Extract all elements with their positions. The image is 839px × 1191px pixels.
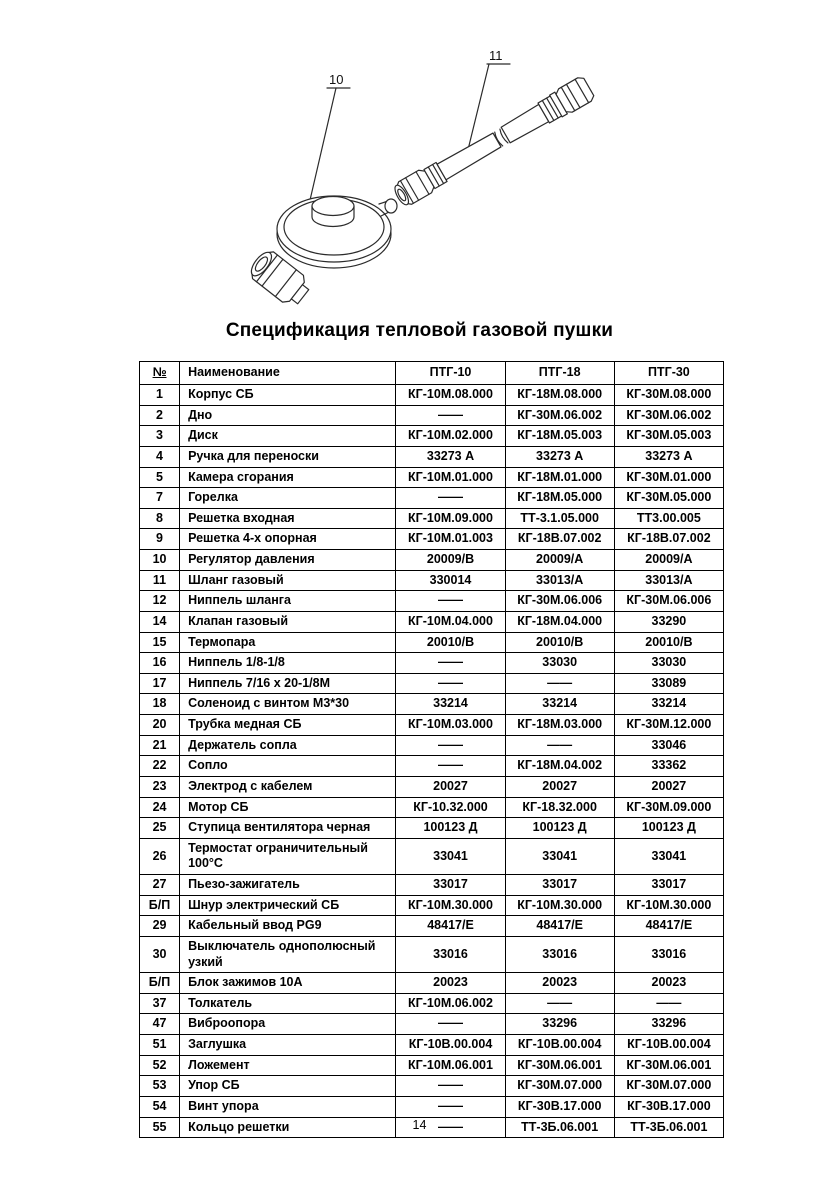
page-number: 14 bbox=[412, 1118, 427, 1132]
table-row bbox=[140, 916, 724, 937]
page-title: Спецификация тепловой газовой пушки bbox=[225, 320, 614, 341]
ptg10-cell: —— bbox=[396, 1014, 505, 1035]
ptg10-cell: 33214 bbox=[396, 694, 505, 715]
table-row bbox=[140, 446, 724, 467]
row-number-cell: 1 bbox=[140, 385, 180, 406]
ptg18-cell: 33030 bbox=[505, 653, 614, 674]
ptg30-cell: 33273 А bbox=[614, 446, 723, 467]
part-name-cell: Упор СБ bbox=[180, 1076, 396, 1097]
callout-11-label: 11 bbox=[489, 48, 503, 63]
ptg18-cell: КГ-18М.05.003 bbox=[505, 426, 614, 447]
row-number-cell: 2 bbox=[140, 405, 180, 426]
ptg10-cell: 20027 bbox=[396, 776, 505, 797]
ptg30-cell: 33296 bbox=[614, 1014, 723, 1035]
row-number-cell: 27 bbox=[140, 875, 180, 896]
ptg10-cell: —— bbox=[396, 756, 505, 777]
spec-table-body bbox=[140, 385, 724, 1138]
row-number-cell: 20 bbox=[140, 715, 180, 736]
table-row bbox=[140, 993, 724, 1014]
ptg30-cell: 20027 bbox=[614, 776, 723, 797]
spec-table bbox=[139, 361, 724, 1138]
ptg30-cell: —— bbox=[614, 993, 723, 1014]
row-number-cell: 22 bbox=[140, 756, 180, 777]
pressure-regulator-part bbox=[246, 196, 397, 310]
table-row bbox=[140, 1014, 724, 1035]
ptg10-cell: —— bbox=[396, 1076, 505, 1097]
ptg30-cell: КГ-10М.30.000 bbox=[614, 895, 723, 916]
part-name-cell: Ниппель 7/16 х 20-1/8М bbox=[180, 673, 396, 694]
ptg18-cell: —— bbox=[505, 673, 614, 694]
ptg30-cell: КГ-30М.06.002 bbox=[614, 405, 723, 426]
ptg30-cell: КГ-30М.05.000 bbox=[614, 488, 723, 509]
ptg30-cell: 33046 bbox=[614, 735, 723, 756]
ptg10-cell: КГ-10М.04.000 bbox=[396, 611, 505, 632]
part-name-cell: Толкатель bbox=[180, 993, 396, 1014]
ptg18-cell: 48417/Е bbox=[505, 916, 614, 937]
row-number-cell: Б/П bbox=[140, 973, 180, 994]
part-name-cell: Винт упора bbox=[180, 1096, 396, 1117]
spec-table-header-row bbox=[140, 362, 724, 385]
part-name-cell: Горелка bbox=[180, 488, 396, 509]
ptg18-cell: 20009/А bbox=[505, 550, 614, 571]
part-name-cell: Электрод с кабелем bbox=[180, 776, 396, 797]
spec-table-container bbox=[139, 361, 724, 1138]
part-name-cell: Трубка медная СБ bbox=[180, 715, 396, 736]
table-row bbox=[140, 550, 724, 571]
part-name-cell: Решетка входная bbox=[180, 508, 396, 529]
ptg18-cell: КГ-18В.07.002 bbox=[505, 529, 614, 550]
ptg18-cell: —— bbox=[505, 993, 614, 1014]
row-number-cell: 53 bbox=[140, 1076, 180, 1097]
ptg10-cell: 48417/Е bbox=[396, 916, 505, 937]
row-number-cell: 21 bbox=[140, 735, 180, 756]
ptg18-cell: 33214 bbox=[505, 694, 614, 715]
ptg30-cell: 33041 bbox=[614, 838, 723, 874]
part-name-cell: Блок зажимов 10А bbox=[180, 973, 396, 994]
part-name-cell: Диск bbox=[180, 426, 396, 447]
part-name-cell: Корпус СБ bbox=[180, 385, 396, 406]
table-row bbox=[140, 426, 724, 447]
table-row bbox=[140, 1076, 724, 1097]
row-number-cell: 12 bbox=[140, 591, 180, 612]
row-number-cell: 23 bbox=[140, 776, 180, 797]
part-name-cell: Дно bbox=[180, 405, 396, 426]
ptg30-cell: 33290 bbox=[614, 611, 723, 632]
ptg10-cell: КГ-10М.09.000 bbox=[396, 508, 505, 529]
part-name-cell: Соленоид с винтом М3*30 bbox=[180, 694, 396, 715]
table-row bbox=[140, 385, 724, 406]
part-name-cell: Ниппель шланга bbox=[180, 591, 396, 612]
ptg30-cell: КГ-30В.17.000 bbox=[614, 1096, 723, 1117]
part-name-cell: Шланг газовый bbox=[180, 570, 396, 591]
part-name-cell: Ложемент bbox=[180, 1055, 396, 1076]
table-row bbox=[140, 632, 724, 653]
ptg30-cell: 20009/А bbox=[614, 550, 723, 571]
part-name-cell: Пьезо-зажигатель bbox=[180, 875, 396, 896]
ptg30-cell: КГ-30М.08.000 bbox=[614, 385, 723, 406]
ptg18-cell: 20027 bbox=[505, 776, 614, 797]
ptg18-cell: 33041 bbox=[505, 838, 614, 874]
row-number-cell: 8 bbox=[140, 508, 180, 529]
row-number-cell: 5 bbox=[140, 467, 180, 488]
table-row bbox=[140, 818, 724, 839]
row-number-cell: 26 bbox=[140, 838, 180, 874]
table-row bbox=[140, 467, 724, 488]
part-name-cell: Термопара bbox=[180, 632, 396, 653]
row-number-cell: 24 bbox=[140, 797, 180, 818]
part-name-cell: Шнур электрический СБ bbox=[180, 895, 396, 916]
table-row bbox=[140, 1055, 724, 1076]
part-name-cell: Регулятор давления bbox=[180, 550, 396, 571]
row-number-cell: 51 bbox=[140, 1035, 180, 1056]
table-row bbox=[140, 838, 724, 874]
ptg30-cell: КГ-30М.05.003 bbox=[614, 426, 723, 447]
table-row bbox=[140, 973, 724, 994]
ptg10-cell: 33017 bbox=[396, 875, 505, 896]
table-row bbox=[140, 756, 724, 777]
ptg10-cell: —— bbox=[396, 1117, 505, 1138]
ptg30-cell: КГ-30М.07.000 bbox=[614, 1076, 723, 1097]
row-number-cell: 29 bbox=[140, 916, 180, 937]
ptg30-cell: КГ-10В.00.004 bbox=[614, 1035, 723, 1056]
column-header-4: ПТГ-30 bbox=[614, 362, 723, 385]
technical-drawing bbox=[0, 0, 839, 330]
ptg10-cell: 330014 bbox=[396, 570, 505, 591]
row-number-cell: 54 bbox=[140, 1096, 180, 1117]
ptg10-cell: —— bbox=[396, 405, 505, 426]
ptg30-cell: 100123 Д bbox=[614, 818, 723, 839]
table-row bbox=[140, 936, 724, 972]
ptg30-cell: 48417/Е bbox=[614, 916, 723, 937]
ptg10-cell: КГ-10.32.000 bbox=[396, 797, 505, 818]
part-name-cell: Заглушка bbox=[180, 1035, 396, 1056]
ptg18-cell: КГ-18М.01.000 bbox=[505, 467, 614, 488]
row-number-cell: 10 bbox=[140, 550, 180, 571]
table-row bbox=[140, 715, 724, 736]
ptg10-cell: КГ-10М.08.000 bbox=[396, 385, 505, 406]
ptg10-cell: КГ-10М.01.003 bbox=[396, 529, 505, 550]
part-name-cell: Сопло bbox=[180, 756, 396, 777]
ptg10-cell: 33041 bbox=[396, 838, 505, 874]
ptg18-cell: КГ-10В.00.004 bbox=[505, 1035, 614, 1056]
table-row bbox=[140, 1096, 724, 1117]
ptg10-cell: КГ-10М.03.000 bbox=[396, 715, 505, 736]
row-number-cell: 11 bbox=[140, 570, 180, 591]
ptg18-cell: 33273 А bbox=[505, 446, 614, 467]
ptg10-cell: —— bbox=[396, 488, 505, 509]
ptg18-cell: КГ-30М.06.001 bbox=[505, 1055, 614, 1076]
table-row bbox=[140, 529, 724, 550]
ptg10-cell: 20023 bbox=[396, 973, 505, 994]
ptg30-cell: 33030 bbox=[614, 653, 723, 674]
row-number-cell: 9 bbox=[140, 529, 180, 550]
ptg30-cell: КГ-30М.09.000 bbox=[614, 797, 723, 818]
table-row bbox=[140, 405, 724, 426]
table-row bbox=[140, 694, 724, 715]
column-header-3: ПТГ-18 bbox=[505, 362, 614, 385]
ptg30-cell: 33017 bbox=[614, 875, 723, 896]
ptg18-cell: КГ-30М.07.000 bbox=[505, 1076, 614, 1097]
ptg30-cell: КГ-18В.07.002 bbox=[614, 529, 723, 550]
ptg30-cell: 20010/В bbox=[614, 632, 723, 653]
ptg18-cell: 20023 bbox=[505, 973, 614, 994]
part-name-cell: Ниппель 1/8-1/8 bbox=[180, 653, 396, 674]
ptg18-cell: ТТ-3.1.05.000 bbox=[505, 508, 614, 529]
callout-10-label: 10 bbox=[329, 72, 344, 87]
ptg18-cell: 100123 Д bbox=[505, 818, 614, 839]
part-name-cell: Ручка для переноски bbox=[180, 446, 396, 467]
part-name-cell: Держатель сопла bbox=[180, 735, 396, 756]
ptg30-cell: КГ-30М.06.006 bbox=[614, 591, 723, 612]
column-header-1: Наименование bbox=[180, 362, 396, 385]
row-number-cell: 18 bbox=[140, 694, 180, 715]
ptg18-cell: 33016 bbox=[505, 936, 614, 972]
gas-hose-part bbox=[391, 75, 595, 209]
ptg18-cell: КГ-18М.04.000 bbox=[505, 611, 614, 632]
ptg18-cell: —— bbox=[505, 735, 614, 756]
table-row bbox=[140, 488, 724, 509]
row-number-cell: 52 bbox=[140, 1055, 180, 1076]
table-row bbox=[140, 653, 724, 674]
ptg30-cell: ТТ3.00.005 bbox=[614, 508, 723, 529]
ptg18-cell: КГ-18М.05.000 bbox=[505, 488, 614, 509]
ptg10-cell: КГ-10В.00.004 bbox=[396, 1035, 505, 1056]
ptg30-cell: ТТ-3Б.06.001 bbox=[614, 1117, 723, 1138]
part-name-cell: Мотор СБ bbox=[180, 797, 396, 818]
row-number-cell: 30 bbox=[140, 936, 180, 972]
table-row bbox=[140, 611, 724, 632]
column-header-0: № bbox=[140, 362, 180, 385]
row-number-cell: 17 bbox=[140, 673, 180, 694]
ptg10-cell: —— bbox=[396, 673, 505, 694]
ptg18-cell: 33013/А bbox=[505, 570, 614, 591]
row-number-cell: Б/П bbox=[140, 895, 180, 916]
ptg10-cell: КГ-10М.01.000 bbox=[396, 467, 505, 488]
table-row bbox=[140, 776, 724, 797]
ptg10-cell: —— bbox=[396, 653, 505, 674]
row-number-cell: 47 bbox=[140, 1014, 180, 1035]
ptg30-cell: 20023 bbox=[614, 973, 723, 994]
table-row bbox=[140, 508, 724, 529]
row-number-cell: 4 bbox=[140, 446, 180, 467]
row-number-cell: 25 bbox=[140, 818, 180, 839]
ptg10-cell: 100123 Д bbox=[396, 818, 505, 839]
ptg10-cell: 33273 А bbox=[396, 446, 505, 467]
ptg18-cell: КГ-18М.04.002 bbox=[505, 756, 614, 777]
ptg30-cell: 33089 bbox=[614, 673, 723, 694]
ptg18-cell: КГ-18М.03.000 bbox=[505, 715, 614, 736]
ptg10-cell: КГ-10М.06.001 bbox=[396, 1055, 505, 1076]
ptg30-cell: КГ-30М.12.000 bbox=[614, 715, 723, 736]
ptg30-cell: КГ-30М.06.001 bbox=[614, 1055, 723, 1076]
row-number-cell: 55 bbox=[140, 1117, 180, 1138]
part-name-cell: Ступица вентилятора черная bbox=[180, 818, 396, 839]
ptg30-cell: 33013/А bbox=[614, 570, 723, 591]
ptg18-cell: КГ-10М.30.000 bbox=[505, 895, 614, 916]
table-row bbox=[140, 1035, 724, 1056]
row-number-cell: 16 bbox=[140, 653, 180, 674]
ptg10-cell: 20010/В bbox=[396, 632, 505, 653]
ptg18-cell: КГ-18М.08.000 bbox=[505, 385, 614, 406]
table-row bbox=[140, 875, 724, 896]
ptg18-cell: 20010/В bbox=[505, 632, 614, 653]
ptg18-cell: КГ-30М.06.006 bbox=[505, 591, 614, 612]
ptg18-cell: ТТ-3Б.06.001 bbox=[505, 1117, 614, 1138]
part-name-cell: Выключатель однополюсный узкий bbox=[180, 936, 396, 972]
part-name-cell: Клапан газовый bbox=[180, 611, 396, 632]
row-number-cell: 3 bbox=[140, 426, 180, 447]
ptg18-cell: КГ-30В.17.000 bbox=[505, 1096, 614, 1117]
ptg10-cell: 33016 bbox=[396, 936, 505, 972]
part-name-cell: Кольцо решетки bbox=[180, 1117, 396, 1138]
ptg10-cell: —— bbox=[396, 1096, 505, 1117]
table-row bbox=[140, 797, 724, 818]
ptg30-cell: 33016 bbox=[614, 936, 723, 972]
ptg10-cell: —— bbox=[396, 591, 505, 612]
column-header-2: ПТГ-10 bbox=[396, 362, 505, 385]
row-number-cell: 15 bbox=[140, 632, 180, 653]
ptg10-cell: КГ-10М.30.000 bbox=[396, 895, 505, 916]
part-name-cell: Камера сгорания bbox=[180, 467, 396, 488]
table-row bbox=[140, 591, 724, 612]
ptg18-cell: КГ-18.32.000 bbox=[505, 797, 614, 818]
part-name-cell: Кабельный ввод PG9 bbox=[180, 916, 396, 937]
table-row bbox=[140, 735, 724, 756]
ptg10-cell: КГ-10М.02.000 bbox=[396, 426, 505, 447]
part-name-cell: Решетка 4-х опорная bbox=[180, 529, 396, 550]
table-row bbox=[140, 673, 724, 694]
ptg10-cell: —— bbox=[396, 735, 505, 756]
ptg18-cell: 33296 bbox=[505, 1014, 614, 1035]
part-name-cell: Виброопора bbox=[180, 1014, 396, 1035]
ptg30-cell: 33214 bbox=[614, 694, 723, 715]
ptg18-cell: 33017 bbox=[505, 875, 614, 896]
table-row bbox=[140, 570, 724, 591]
ptg18-cell: КГ-30М.06.002 bbox=[505, 405, 614, 426]
table-row bbox=[140, 895, 724, 916]
ptg10-cell: КГ-10М.06.002 bbox=[396, 993, 505, 1014]
row-number-cell: 7 bbox=[140, 488, 180, 509]
part-name-cell: Термостат ограничительный 100°С bbox=[180, 838, 396, 874]
row-number-cell: 14 bbox=[140, 611, 180, 632]
ptg10-cell: 20009/В bbox=[396, 550, 505, 571]
ptg30-cell: КГ-30М.01.000 bbox=[614, 467, 723, 488]
ptg30-cell: 33362 bbox=[614, 756, 723, 777]
row-number-cell: 37 bbox=[140, 993, 180, 1014]
